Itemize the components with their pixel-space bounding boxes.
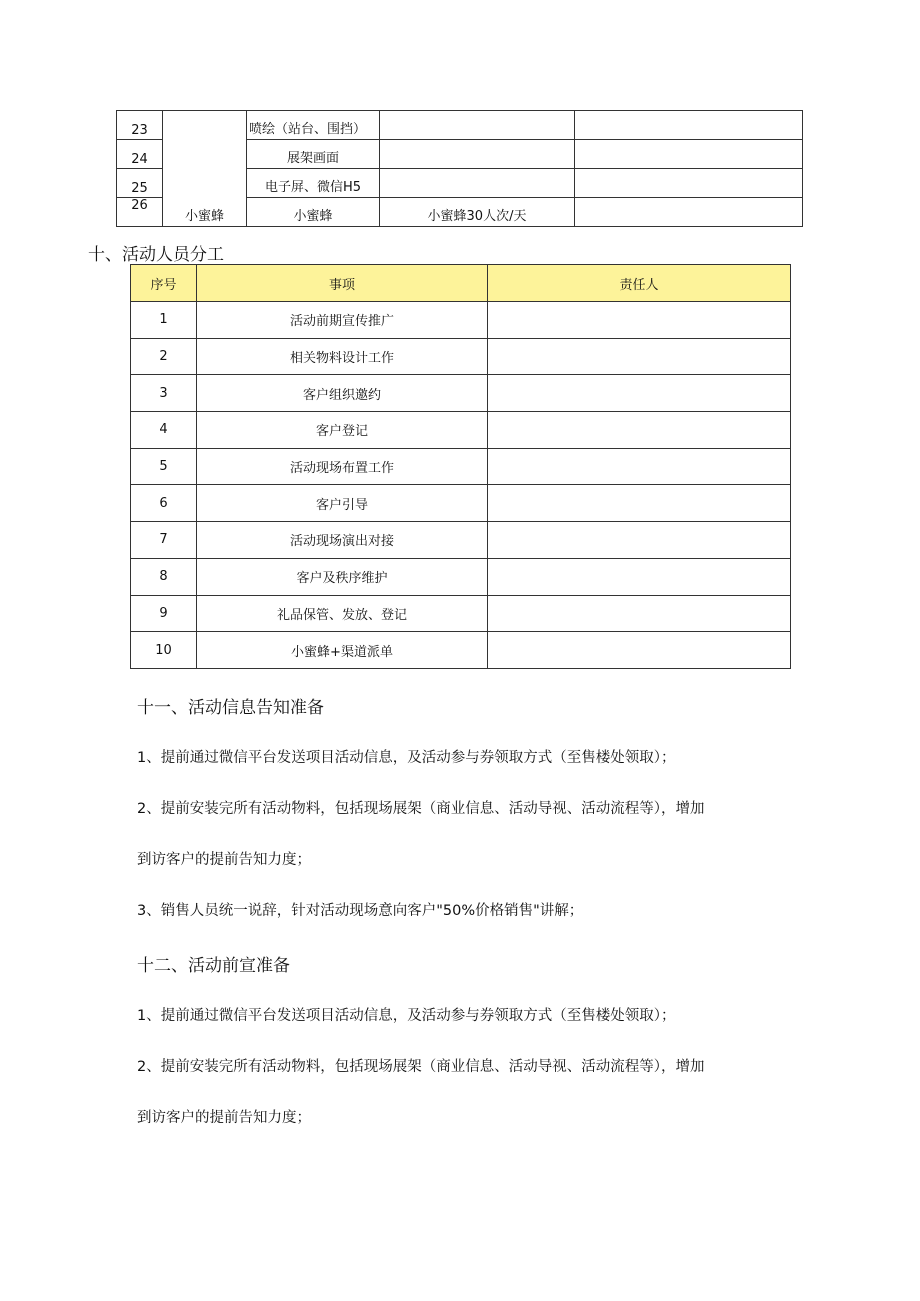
item-name: 喷绘（站台、围挡）: [247, 111, 380, 140]
task-cell: 礼品保管、发放、登记: [197, 595, 488, 632]
row-number: 5: [131, 448, 197, 485]
owner-cell: [488, 375, 791, 412]
table-header-row: [131, 265, 791, 302]
paragraph: 1、提前通过微信平台发送项目活动信息，及活动参与券领取方式（至售楼处领取）；: [137, 1008, 676, 1024]
table-row: [131, 558, 791, 595]
row-number: 24: [117, 140, 163, 169]
materials-table: [116, 110, 803, 227]
owner-cell: [488, 522, 791, 559]
owner-cell: [488, 485, 791, 522]
owner-cell: [488, 632, 791, 669]
section-11-title: 十一、活动信息告知准备: [137, 698, 324, 718]
task-cell: 活动前期宣传推广: [197, 302, 488, 339]
table-row: [117, 111, 803, 140]
row-number: 3: [131, 375, 197, 412]
row-number: 7: [131, 522, 197, 559]
table-row: [131, 338, 791, 375]
paragraph: 2、提前安装完所有活动物料，包括现场展架（商业信息、活动导视、活动流程等），增加: [137, 801, 705, 817]
row-number: 10: [131, 632, 197, 669]
paragraph: 3、销售人员统一说辞，针对活动现场意向客户"50%价格销售"讲解；: [137, 903, 584, 919]
row-number: 2: [131, 338, 197, 375]
header-no: 序号: [131, 265, 197, 302]
item-remark: [575, 140, 803, 169]
owner-cell: [488, 448, 791, 485]
item-spec: [380, 111, 575, 140]
task-cell: 客户引导: [197, 485, 488, 522]
row-number: 25: [117, 169, 163, 198]
paragraph: 到访客户的提前告知力度；: [137, 1110, 311, 1126]
section-12-title: 十二、活动前宣准备: [137, 956, 290, 976]
owner-cell: [488, 558, 791, 595]
table-row: [131, 522, 791, 559]
row-number: 23: [117, 111, 163, 140]
paragraph: 1、提前通过微信平台发送项目活动信息，及活动参与券领取方式（至售楼处领取）；: [137, 750, 676, 766]
table-row: [131, 412, 791, 449]
staff-assignment-table: [130, 264, 791, 669]
table-row: [131, 485, 791, 522]
row-number: 1: [131, 302, 197, 339]
paragraph: 到访客户的提前告知力度；: [137, 852, 311, 868]
task-cell: 小蜜蜂+渠道派单: [197, 632, 488, 669]
owner-cell: [488, 338, 791, 375]
item-remark: [575, 169, 803, 198]
category-cell: 小蜜蜂: [163, 111, 247, 227]
task-cell: 活动现场演出对接: [197, 522, 488, 559]
row-number: 8: [131, 558, 197, 595]
row-number: 4: [131, 412, 197, 449]
table-row: [131, 448, 791, 485]
row-number: 26: [117, 198, 163, 227]
header-owner: 责任人: [488, 265, 791, 302]
task-cell: 客户及秩序维护: [197, 558, 488, 595]
item-remark: [575, 198, 803, 227]
task-cell: 活动现场布置工作: [197, 448, 488, 485]
item-spec: 小蜜蜂30人次/天: [380, 198, 575, 227]
paragraph: 2、提前安装完所有活动物料，包括现场展架（商业信息、活动导视、活动流程等），增加: [137, 1059, 705, 1075]
item-name: 小蜜蜂: [247, 198, 380, 227]
item-spec: [380, 140, 575, 169]
header-task: 事项: [197, 265, 488, 302]
owner-cell: [488, 412, 791, 449]
row-number: 6: [131, 485, 197, 522]
owner-cell: [488, 302, 791, 339]
section-10-title: 十、活动人员分工: [88, 245, 224, 265]
task-cell: 相关物料设计工作: [197, 338, 488, 375]
owner-cell: [488, 595, 791, 632]
task-cell: 客户组织邀约: [197, 375, 488, 412]
table-row: [131, 595, 791, 632]
table-row: [131, 302, 791, 339]
item-spec: [380, 169, 575, 198]
row-number: 9: [131, 595, 197, 632]
table-row: [131, 632, 791, 669]
item-remark: [575, 111, 803, 140]
task-cell: 客户登记: [197, 412, 488, 449]
table-row: [131, 375, 791, 412]
item-name: 展架画面: [247, 140, 380, 169]
item-name: 电子屏、微信H5: [247, 169, 380, 198]
